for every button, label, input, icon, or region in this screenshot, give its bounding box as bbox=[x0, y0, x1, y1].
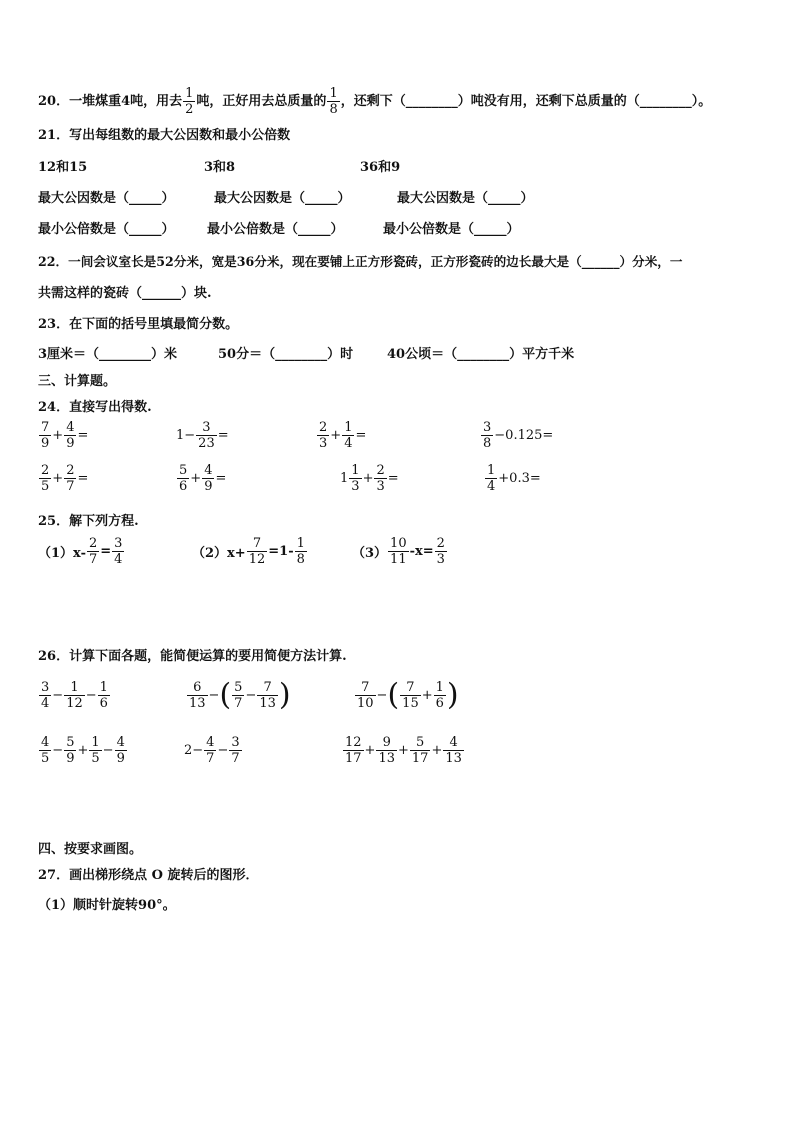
q24-expr-7: 1 $\frac{1}{3}$ + $\frac{2}{3}$ = bbox=[340, 463, 399, 494]
section-4-title: 四、按要求画图。 bbox=[38, 842, 143, 857]
question-21-title: 21．写出每组数的最大公因数和最小公倍数 bbox=[38, 128, 291, 143]
question-27-title: 27．画出梯形绕点 O 旋转后的图形． bbox=[38, 868, 259, 883]
gcd-1: 最大公因数是（_____） bbox=[38, 191, 175, 206]
q24-expr-1: $\frac{7}{9}$ + $\frac{4}{9}$ = bbox=[41, 420, 89, 451]
q24-expr-5: $\frac{2}{5}$ + $\frac{2}{7}$ = bbox=[41, 463, 89, 494]
q26-expr-5: 2− $\frac{4}{7}$ − $\frac{3}{7}$ bbox=[184, 735, 240, 766]
q23-item-2: 50分＝（________）时 bbox=[218, 347, 354, 362]
q24-expr-4: $\frac{3}{8}$ −0.125= bbox=[483, 420, 554, 451]
q25-eq-3: （3） $\frac{10}{11}$ -x= $\frac{2}{3}$ bbox=[352, 536, 445, 567]
q26-expr-6: $\frac{12}{17}$ + $\frac{9}{13}$ + $\frac{5}{17}$ + $\frac{4}{13}$ bbox=[345, 735, 462, 766]
fraction: $\frac{1}{8}$ bbox=[329, 86, 338, 117]
question-22-line-1: 22．一间会议室长是52分米，宽是36分米，现在要铺上正方形瓷砖，正方形瓷砖的边长最大是（______）分米，一 bbox=[38, 254, 683, 269]
question-20 bbox=[38, 86, 711, 117]
q23-item-1: 3厘米＝（________）米 bbox=[38, 347, 178, 362]
gcd-2: 最大公因数是（_____） bbox=[214, 191, 351, 206]
q26-expr-4: $\frac{4}{5}$ − $\frac{5}{9}$ + $\frac{1}{5}$ − $\frac{4}{9}$ bbox=[41, 735, 125, 766]
question-24-title: 24．直接写出得数. bbox=[38, 400, 152, 415]
q25-eq-1: （1）x- $\frac{2}{7}$ = $\frac{3}{4}$ bbox=[38, 536, 123, 567]
group-2: 3和8 bbox=[204, 160, 236, 175]
question-27-sub-1: （1）顺时针旋转90°。 bbox=[38, 898, 176, 913]
q23-item-3: 40公顷＝（________）平方千米 bbox=[387, 347, 575, 362]
group-1: 12和15 bbox=[38, 160, 88, 175]
lcm-2: 最小公倍数是（_____） bbox=[207, 222, 344, 237]
q24-expr-8: $\frac{1}{4}$ +0.3= bbox=[487, 463, 541, 494]
lcm-3: 最小公倍数是（_____） bbox=[383, 222, 520, 237]
q20-text-3: ，还剩下（________）吨没有用，还剩下总质量的（________）。 bbox=[340, 94, 712, 109]
q20-text-2: 吨，正好用去总质量的 bbox=[196, 94, 327, 109]
group-3: 36和9 bbox=[360, 160, 401, 175]
fraction: $\frac{1}{2}$ bbox=[185, 86, 194, 117]
q26-expr-3: $\frac{7}{10}$ −( $\frac{7}{15}$ + $\frac{1}{6}$ ) bbox=[357, 677, 459, 713]
gcd-3: 最大公因数是（_____） bbox=[397, 191, 534, 206]
lcm-1: 最小公倍数是（_____） bbox=[38, 222, 175, 237]
q24-expr-3: $\frac{2}{3}$ + $\frac{1}{4}$ = bbox=[319, 420, 367, 451]
q26-expr-2: $\frac{6}{13}$ −( $\frac{5}{7}$ − $\frac{7}{13}$ ) bbox=[189, 677, 291, 713]
q20-text-1: 20．一堆煤重4吨，用去 bbox=[38, 94, 183, 109]
q26-expr-1: $\frac{3}{4}$ − $\frac{1}{12}$ − $\frac{1}{6}$ bbox=[41, 680, 108, 711]
q24-expr-6: $\frac{5}{6}$ + $\frac{4}{9}$ = bbox=[179, 463, 227, 494]
q25-eq-2: （2）x+ $\frac{7}{12}$ =1- $\frac{1}{8}$ bbox=[192, 536, 305, 567]
q24-expr-2: 1− $\frac{3}{23}$ = bbox=[176, 420, 229, 451]
question-23-title: 23．在下面的括号里填最简分数。 bbox=[38, 317, 239, 332]
question-25-title: 25．解下列方程. bbox=[38, 514, 139, 529]
question-22-line-2: 共需这样的瓷砖（______）块. bbox=[38, 286, 212, 301]
question-26-title: 26．计算下面各题，能简便运算的要用简便方法计算. bbox=[38, 649, 347, 664]
section-3-title: 三、计算题。 bbox=[38, 374, 117, 389]
